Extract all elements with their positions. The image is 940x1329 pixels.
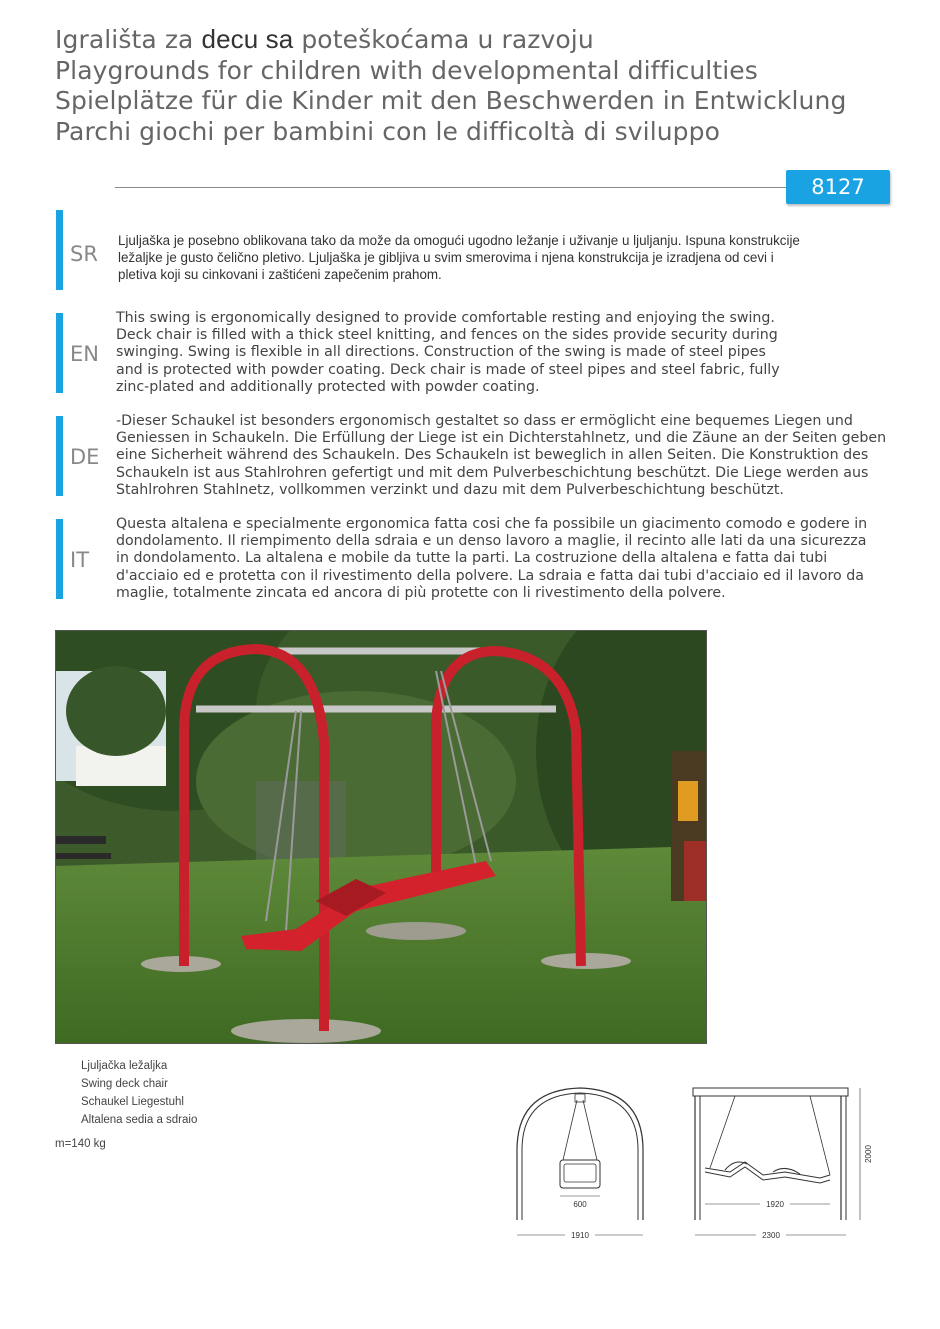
description-it: Questa altalena e specialmente ergonomica fatta cosi che fa possibile un giacimento comodo e godere in dondolamento. Il riempimento della sdraia e un denso lavoro a maglie, il recinto alle lati da una sicurezza in dondolamento. La altalena e mobile da tutte la parti. La costruzione della altalena e fatta dai tubi d'acciaio ed e protetta con il rivestimento della polvere. La sdraia e fatta dai tubi d'acciaio ed il lavoro da maglie, totalmente zincata ed ancora di più protette con li rivestimento della polvere. — [116, 516, 868, 601]
mass-label: m=140 kg — [55, 1138, 106, 1150]
page-titles — [55, 24, 846, 147]
lang-bar-it — [56, 519, 63, 599]
description-de: -Dieser Schaukel ist besonders ergonomisch gestaltet so dass er ermöglicht eine bequemes Liegen und Geniessen in Schaukeln. Die Erfüllung der Liege ist ein Dichterstahlnetz, und die Zäune an der Seiten geben eine Sicherheit während des Schaukeln. Des Schaukeln ist beweglich in allen Seiten. Die Konstruktion des Schaukeln ist aus Stahlrohren gefertigt und mit dem Pulverbeschichtung beschützt. Die Liege werden aus Stahlrohren Stahlnetz, vollkommen verzinkt und dazu mit dem Pulverbeschichtung beschützt. — [116, 413, 887, 498]
caption-de: Schaukel Liegestuhl — [81, 1096, 184, 1108]
title-de: Spielplätze für die Kinder mit den Beschwerden in Entwicklung — [55, 86, 847, 115]
lang-code-de: DE — [70, 445, 100, 469]
lang-code-en: EN — [70, 342, 99, 366]
title-en: Playgrounds for children with developmental difficulties — [55, 55, 758, 85]
lang-bar-sr — [56, 210, 63, 290]
caption-en: Swing deck chair — [81, 1078, 168, 1090]
dim-side-width: 2300 — [762, 1231, 780, 1240]
caption-it: Altalena sedia a sdraio — [81, 1114, 198, 1126]
lang-bar-en — [56, 313, 63, 393]
product-code-badge: 8127 — [786, 170, 890, 204]
dim-front-inner: 600 — [573, 1200, 587, 1209]
title-it: Parchi giochi per bambini con le difficoltà di sviluppo — [55, 116, 721, 146]
product-captions — [81, 1057, 197, 1129]
caption-sr: Ljuljačka ležaljka — [81, 1060, 168, 1072]
front-view-drawing — [505, 1080, 655, 1245]
dim-side-inner: 1920 — [766, 1200, 784, 1209]
lang-code-it: IT — [70, 548, 90, 572]
swing-photo-illustration — [56, 631, 706, 1043]
dim-height: 2000 — [864, 1145, 873, 1163]
product-photo — [55, 630, 707, 1044]
header-divider — [115, 187, 790, 188]
lang-bar-de — [56, 416, 63, 496]
description-sr: Ljuljaška je posebno oblikovana tako da može da omogući ugodno ležanje i uživanje u ljuljanju. Ispuna konstrukcije ležaljke je gusto čelično pletivo. Ljuljaška je gibljiva u svim smerovima i njena konstrukcija je izradjena od cevi i pletiva koji su cinkovani i zaštićeni zapečenim prahom. — [118, 233, 800, 282]
description-en: This swing is ergonomically designed to provide comfortable resting and enjoying the swing. Deck chair is filled with a thick steel knitting, and fences on the sides provide security during swinging. Swing is flexible in all directions. Construction of the swing is made of steel pipes and is protected with powder coating. Deck chair is made of steel pipes and steel fabric, fully zinc-plated and additionally protected with powder coating. — [116, 310, 780, 395]
side-view-drawing — [685, 1080, 885, 1245]
lang-code-sr: SR — [70, 242, 98, 266]
title-sr: Igrališta za decu sa poteškoćama u razvoju — [55, 24, 594, 54]
dim-front-width: 1910 — [571, 1231, 589, 1240]
